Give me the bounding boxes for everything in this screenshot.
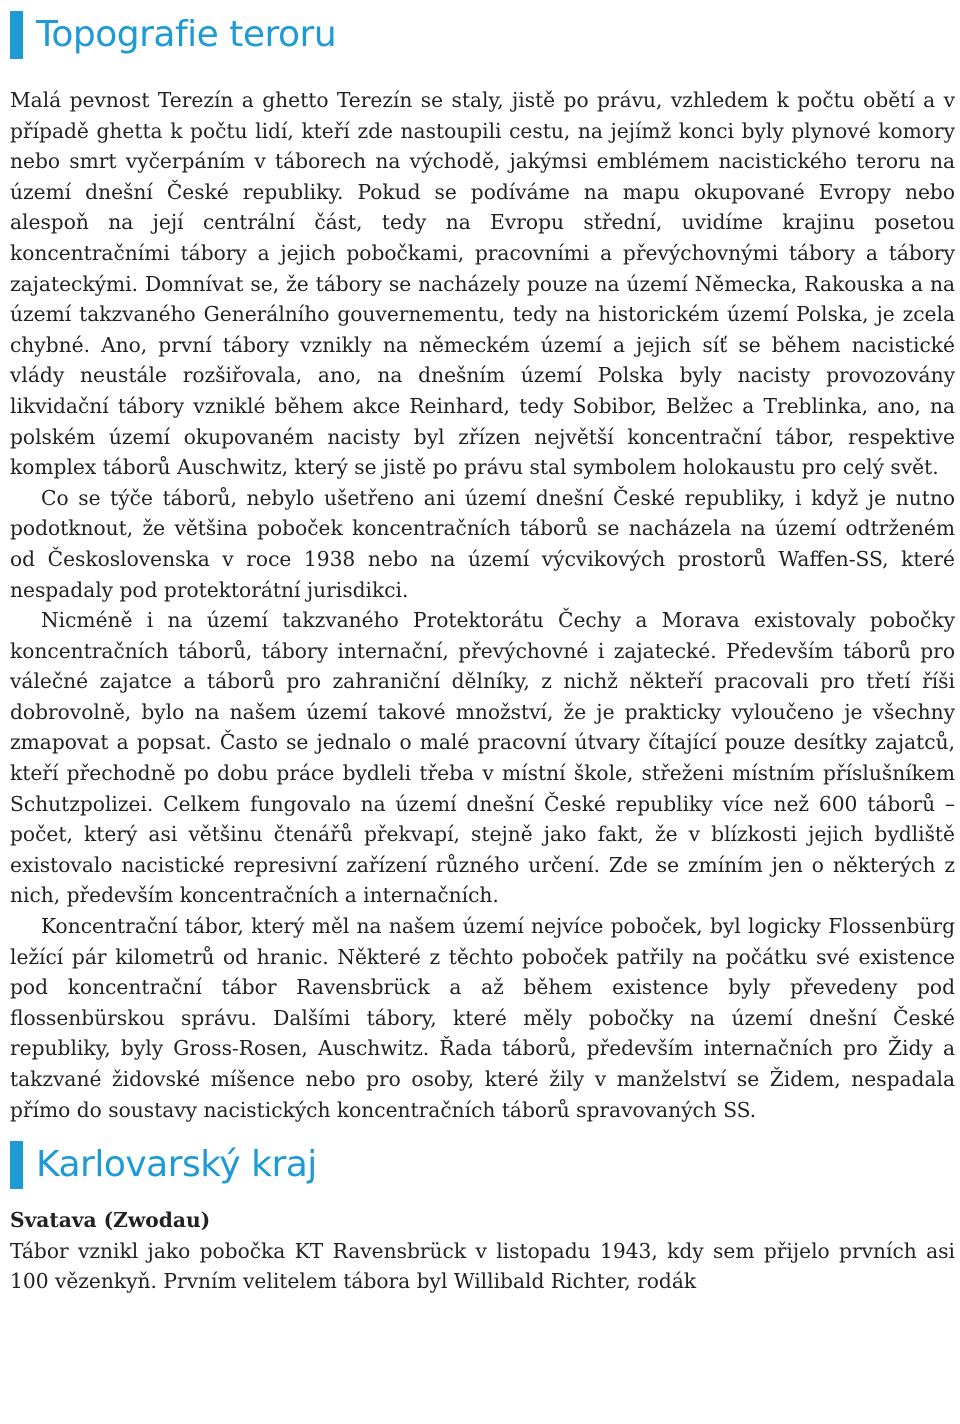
section-title: Karlovarský kraj (36, 1144, 317, 1186)
heading-accent-bar (10, 1141, 23, 1189)
section-heading-topografie (10, 11, 955, 59)
document-page (10, 0, 955, 1297)
section-title: Topografie teroru (36, 14, 337, 55)
entry-title: Svatava (Zwodau) (10, 1208, 211, 1233)
paragraph: Malá pevnost Terezín a ghetto Terezín se staly, jistě po právu, vzhledem k počtu obětí a v případě ghetta k počtu lidí, kteří zde nastoupili cestu, na jejímž konci byly plynové komory nebo smrt vyčerpáním v táborech na východě, jakýmsi emblémem nacistického teroru na území dnešní České republiky. Pokud se podíváme na mapu okupované Evropy nebo alespoň na její centrální část, tedy na Evropu střední, uvidíme krajinu posetou koncentračními tábory a jejich pobočkami, pracovními a převýchovnými tábory a tábory zajateckými. Domnívat se, že tábory se nacházely pouze na území Německa, Rakouska a na území takzvaného Generálního gouvernementu, tedy na historickém území Polska, je zcela chybné. Ano, první tábory vznikly na německém území a jejich síť se během nacistické vlády neustále rozšiřovala, ano, na dnešním území Polska byly nacisty provozovány likvidační tábory vzniklé během akce Reinhard, tedy Sobibor, Belžec a Treblinka, ano, na polském území okupovaném nacisty byl zřízen největší koncentrační tábor, respektive komplex táborů Auschwitz, který se jistě po právu stal symbolem holokaustu pro celý svět. (10, 88, 955, 480)
section-body (10, 85, 955, 1125)
paragraph: Nicméně i na území takzvaného Protektorátu Čechy a Morava existovaly pobočky koncentračních táborů, tábory internační, převýchovné i zajatecké. Především táborů pro válečné zajatce a táborů pro zahraniční dělníky, z nichž někteří pracovali pro třetí říši dobrovolně, bylo na našem území takové množství, že je prakticky vyloučeno je všechny zmapovat a popsat. Často se jednalo o malé pracovní útvary čítající pouze desítky zajatců, kteří přechodně po dobu práce bydleli třeba v místní škole, střeženi místním příslušníkem Schutzpolizei. Celkem fungovalo na území dnešní České republiky více než 600 táborů – počet, který asi většinu čtenářů překvapí, stejně jako fakt, že v blízkosti jejich bydliště existovalo nacistické represivní zařízení různého určení. Zde se zmíním jen o některých z nich, především koncentračních a internačních. (10, 608, 955, 908)
paragraph: Koncentrační tábor, který měl na našem území nejvíce poboček, byl logicky Flossenbürg ležící pár kilometrů od hranic. Některé z těchto poboček patřily na počátku své existence pod koncentrační tábor Ravensbrück a až během existence byly převedeny pod flossenbürskou správu. Dalšími tábory, které měly pobočky na území dnešní České republiky, byly Gross-Rosen, Auschwitz. Řada táborů, především internačních pro Židy a takzvané židovské míšence nebo pro osoby, které žily v manželství se Židem, nespadala přímo do soustavy nacistických koncentračních táborů spravovaných SS. (10, 914, 955, 1122)
section-heading-karlovarsky-kraj (10, 1141, 955, 1189)
entry-body: Tábor vznikl jako pobočka KT Ravensbrück v listopadu 1943, kdy sem přijelo prvních asi 100 vězenkyň. Prvním velitelem tábora byl Willibald Richter, rodák (10, 1238, 955, 1294)
heading-accent-bar (10, 11, 23, 59)
paragraph: Co se týče táborů, nebylo ušetřeno ani území dnešní České republiky, i když je nutno podotknout, že většina poboček koncentračních táborů se nacházela na území odtrženém od Československa v roce 1938 nebo na území výcvikových prostorů Waffen-SS, které nespadaly pod protektorátní jurisdikci. (10, 485, 955, 602)
